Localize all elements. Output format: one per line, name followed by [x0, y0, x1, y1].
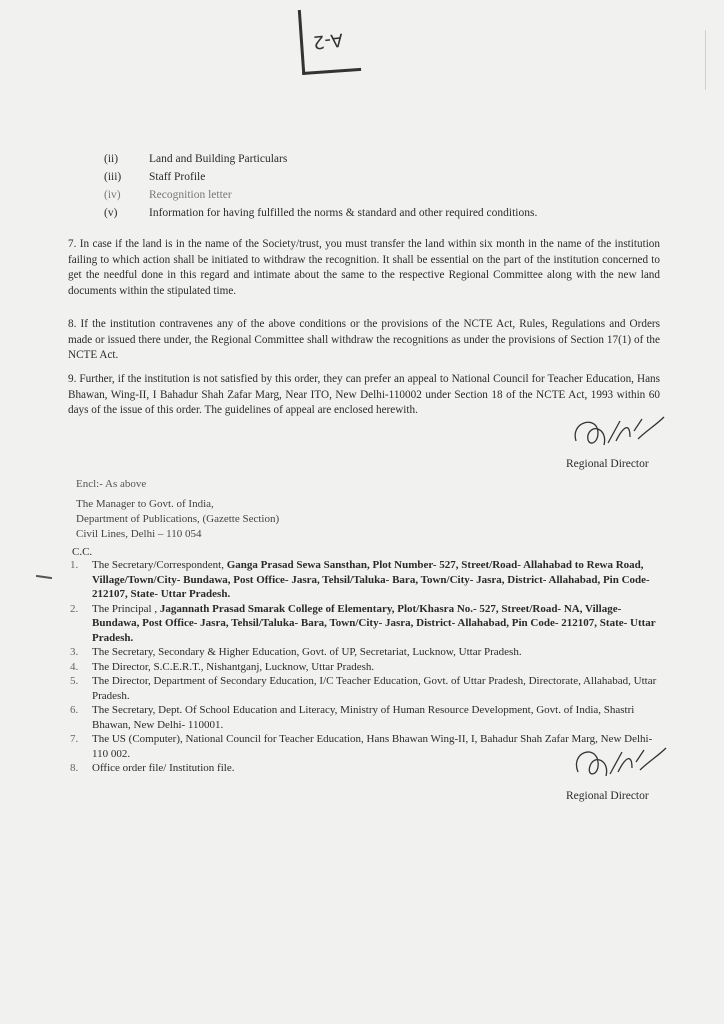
list-item: [70, 602, 670, 646]
list-item-text: Recognition letter: [149, 189, 232, 201]
cc-item-bold: Ganga Prasad Sewa Sansthan, Plot Number- 527, Street/Road- Allahabad to Rewa Road, Village/Town/City- Bundawa, Post Office- Jasra, Tehsil/Taluka- Bara, Town/City- Jasra, District- Allahabad, Pin Code- 212107, State- Uttar Pradesh.: [92, 559, 650, 600]
cc-item-text: Office order file/ Institution file.: [92, 762, 235, 774]
address-block: [76, 497, 279, 542]
list-item: [70, 703, 670, 732]
cc-item-number: 8.: [70, 762, 79, 774]
signature-label: Regional Director: [566, 458, 649, 470]
signature-mark: [568, 740, 668, 788]
list-item-text: Staff Profile: [149, 171, 206, 183]
list-item: [70, 674, 670, 703]
enclosure-note: Encl:- As above: [76, 478, 147, 490]
margin-mark: [36, 575, 52, 579]
list-item-text: Land and Building Particulars: [149, 153, 288, 165]
cc-item-plain: The Secretary/Correspondent,: [92, 559, 227, 571]
cc-item-text: The Secretary, Dept. Of School Education and Literacy, Ministry of Human Resource Development, Govt. of India, Shastri Bhawan, New Delhi- 110001.: [92, 704, 635, 731]
list-item-number: (v): [104, 207, 118, 219]
list-item: [70, 645, 670, 660]
list-item: [104, 186, 537, 204]
list-item: [104, 204, 537, 222]
paragraph-8: 8. If the institution contravenes any of the above conditions or the provisions of the NCTE Act, Rules, Regulations and Orders made or issued there under, the Regional Committee shall withdraw the recognitions as under the provisions of Section 17(1) of the NCTE Act.: [68, 318, 660, 361]
cc-item-text: The US (Computer), National Council for Teacher Education, Hans Bhawan Wing-II, I, Bahadur Shah Zafar Marg, New Delhi- 110 002.: [92, 733, 653, 760]
cc-item-text: The Secretary, Secondary & Higher Education, Govt. of UP, Secretariat, Lucknow, Uttar Pradesh.: [92, 646, 522, 658]
cc-item-plain: The Principal ,: [92, 602, 160, 615]
list-item: [104, 168, 537, 186]
list-item-text: Information for having fulfilled the norms & standard and other required conditions.: [149, 207, 538, 219]
list-item-number: (iv): [104, 189, 121, 201]
cc-label: C.C.: [72, 546, 93, 558]
cc-item-number: 5.: [70, 675, 79, 687]
enclosure-list: [104, 150, 537, 222]
paragraph-9: 9. Further, if the institution is not satisfied by this order, they can prefer an appeal to National Council for Teacher Education, Hans Bhawan, Wing-II, I Bahadur Shah Zafar Marg, Near ITO, New Delhi-110002 under Section 18 of the NCTE Act, 1993 within 60 days of the issue of this order. The guidelines of appeal are enclosed herewith.: [68, 373, 660, 416]
list-item: [104, 150, 537, 168]
list-item: [70, 558, 670, 602]
list-item-number: (iii): [104, 171, 122, 183]
cc-item-bold: Jagannath Prasad Smarak College of Elementary, Plot/Khasra No.- 527, Street/Road- NA, Village- Bundawa, Post Office- Jasra, Tehsil/Taluka- Bara, Town/City- Jasra, District- Allahabad, Pin Code- 212107, State- Uttar Pradesh.: [92, 602, 656, 644]
cc-item-text: The Director, Department of Secondary Education, I/C Teacher Education, Govt. of Uttar Pradesh, Directorate, Allahabad, Uttar Pradesh.: [92, 675, 657, 702]
address-line: The Manager to Govt. of India,: [76, 498, 214, 510]
cc-item-number: 1.: [70, 559, 79, 571]
cc-item-number: 2.: [70, 602, 79, 615]
cc-item-text: The Director, S.C.E.R.T., Nishantganj, Lucknow, Uttar Pradesh.: [92, 660, 375, 673]
cc-item-number: 6.: [70, 704, 79, 716]
address-line: Department of Publications, (Gazette Section): [76, 513, 280, 525]
list-item-number: (ii): [104, 153, 119, 165]
cc-item-text: [92, 602, 670, 646]
stamp-text: A-2: [311, 28, 344, 53]
paragraph-7: 7. In case if the land is in the name of the Society/trust, you must transfer the land within six month in the name of the institution failing to which action shall be initiated to withdraw the recognition. It shall be essential on the part of the institution concerned to get the needful done in this regard and intimate about the same to the respective Regional Committee along with the new land documents within the stipulated time.: [68, 238, 660, 297]
cc-item-number: 3.: [70, 646, 79, 658]
handwritten-stamp: [298, 6, 361, 75]
signature-label: Regional Director: [566, 790, 649, 802]
cc-item-number: 4.: [70, 660, 79, 673]
address-line: Civil Lines, Delhi – 110 054: [76, 528, 202, 540]
margin-scratch: [665, 30, 706, 90]
cc-item-number: 7.: [70, 733, 79, 745]
signature-mark: [568, 411, 668, 459]
list-item: [70, 660, 670, 675]
cc-item-text: [92, 558, 670, 602]
